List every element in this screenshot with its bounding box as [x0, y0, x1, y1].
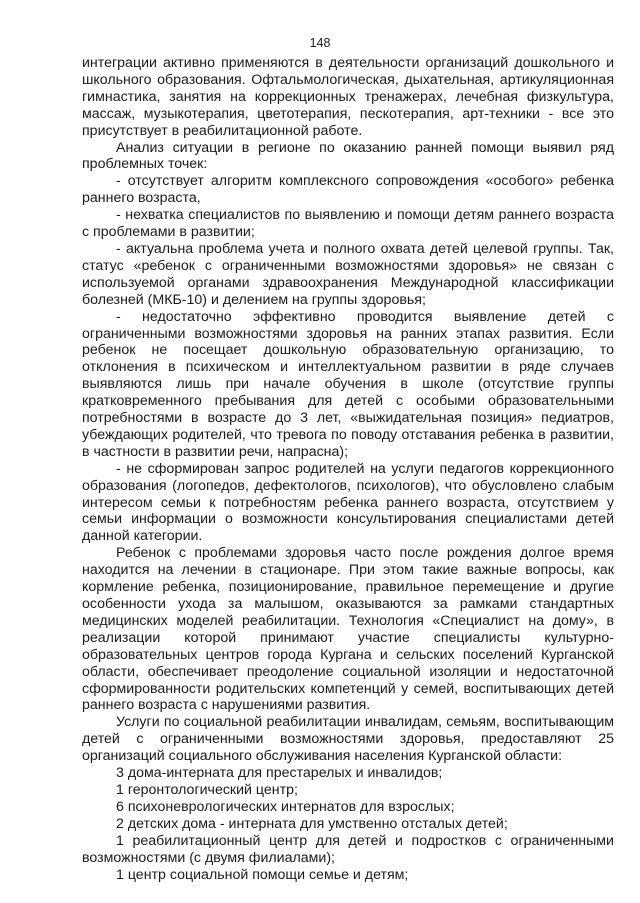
organization-list-item: 1 реабилитационный центр для детей и подростков с ограниченными возможностями (с двумя филиалами);	[82, 832, 614, 866]
page-number: 148	[309, 36, 331, 50]
paragraph-home-specialist: Ребенок с проблемами здоровья часто после рождения долгое время находится на лечении в стационаре. При этом такие важные вопросы, как кормление ребенка, позиционирование, правильное перемещение и другие особенности ухода за малышом, оказываются за рамками стандартных медицинских моделей реабилитации. Технология «Специалист на дому», в реализации которой принимают участие специалисты культурно-образовательных центров города Кургана и сельских поселений Курганской области, обеспечивает преодоление социальной изоляции и недостаточной сформированности родительских компетенций у семей, воспитывающих детей раннего возраста с нарушениями развития.	[82, 545, 614, 714]
paragraph-organizations-intro: Услуги по социальной реабилитации инвалидам, семьям, воспитывающим детей с ограниченными возможностями здоровья, предоставляют 25 организаций социального обслуживания населения Курганской области:	[82, 714, 614, 765]
organization-list-item: 6 психоневрологических интернатов для взрослых;	[116, 798, 455, 815]
organization-list-item: 1 центр социальной помощи семье и детям;	[116, 866, 409, 883]
organization-list-item: 2 детских дома - интерната для умственно отсталых детей;	[116, 815, 508, 832]
problem-item-detection: - недостаточно эффективно проводится выявление детей с ограниченными возможностями здоровья на ранних этапах развития. Если ребенок не посещает дошкольную образовательную организацию, то отклонения в психическом и интеллектуальном развитии в ряде случаев выявляются лишь при начале обучения в школе (отсутствие группы кратковременного пребывания для детей с особыми образовательными потребностями в возрасте до 3 лет, «выжидательная позиция» педиатров, убеждающих родителей, что тревога по поводу отставания ребенка в развитии, в частности в развитии речи, напрасна);	[82, 308, 614, 460]
paragraph-analysis-intro: Анализ ситуации в регионе по оказанию ранней помощи выявил ряд проблемных точек:	[82, 139, 614, 173]
problem-item-parent-request: - не сформирован запрос родителей на услуги педагогов коррекционного образования (логопедов, дефектологов, психологов), что обусловлено слабым интересом семьи к потребностям ребенка раннего возраста, отсутствием у семьи информации о возможности консультирования специалистами детей данной категории.	[82, 460, 614, 545]
problem-item-accounting: - актуальна проблема учета и полного охвата детей целевой группы. Так, статус «ребенок с ограниченными возможностями здоровья» не связан с используемой органами здравоохранения Международной классификации болезней (МКБ-10) и делением на группы здоровья;	[82, 240, 614, 308]
problem-item-algorithm: - отсутствует алгоритм комплексного сопровождения «особого» ребенка раннего возраста,	[82, 173, 614, 207]
problem-item-specialists: - нехватка специалистов по выявлению и помощи детям раннего возраста с проблемами в развитии;	[82, 207, 614, 241]
organization-list-item: 3 дома-интерната для престарелых и инвалидов;	[116, 765, 443, 782]
page-body	[82, 55, 614, 883]
paragraph-continuation: интеграции активно применяются в деятельности организаций дошкольного и школьного образования. Офтальмологическая, дыхательная, артикуляционная гимнастика, занятия на коррекционных тренажерах, лечебная физкультура, массаж, музыкотерапия, цветотерапия, пескотерапия, арт-техники - все это присутствует в реабилитационной работе.	[82, 55, 614, 139]
organization-list-item: 1 геронтологический центр;	[116, 781, 298, 798]
